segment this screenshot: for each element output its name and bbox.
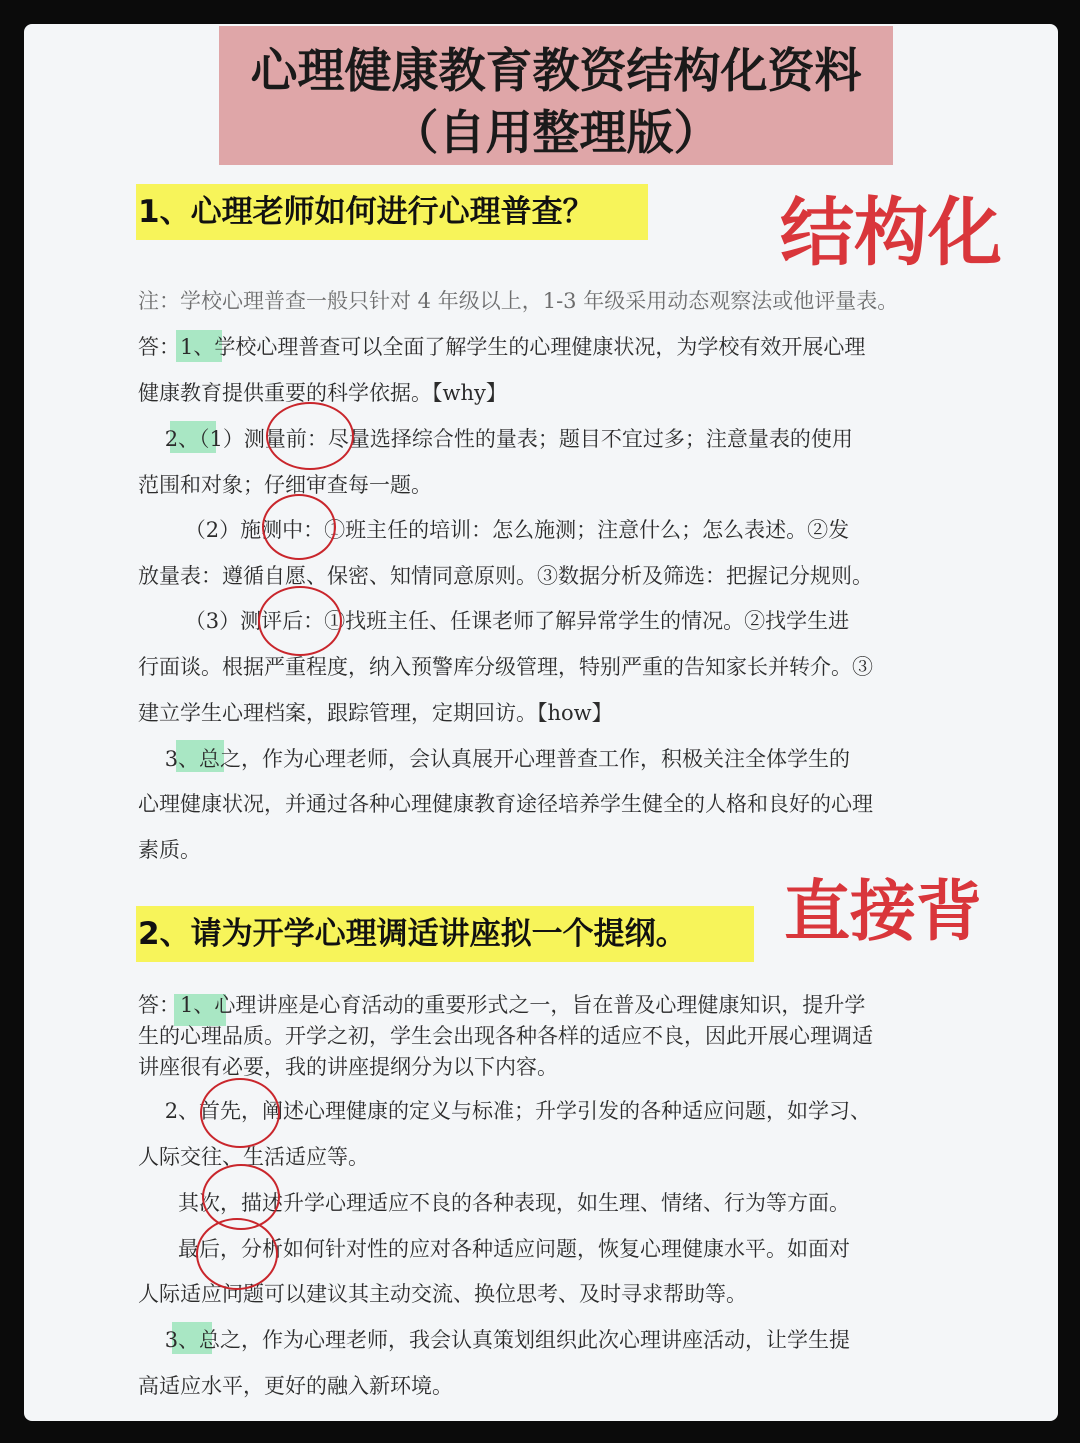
answer-1-line: 3、总之，作为心理老师，会认真展开心理普查工作，积极关注全体学生的 (138, 747, 851, 771)
stamp-structured: 结构化 (780, 190, 1002, 276)
answer-1-line: 答：1、学校心理普查可以全面了解学生的心理健康状况，为学校有效开展心理 (138, 335, 866, 359)
answer-1-line: （3）测评后：①找班主任、任课老师了解异常学生的情况。②找学生进 (138, 609, 850, 633)
answer-1-line: 行面谈。根据严重程度，纳入预警库分级管理，特别严重的告知家长并转介。③ (138, 655, 873, 679)
answer-2-line: 讲座很有必要，我的讲座提纲分为以下内容。 (138, 1055, 558, 1079)
document-page (24, 24, 1058, 1421)
stamp-recite: 直接背 (784, 873, 982, 950)
answer-2-line: 2、首先，阐述心理健康的定义与标准；升学引发的各种适应问题，如学习、 (138, 1099, 872, 1123)
annotation-circle (196, 1218, 278, 1290)
answer-1-line: 素质。 (138, 838, 201, 862)
answer-1-line: （2）施测中：①班主任的培训：怎么施测；注意什么；怎么表述。②发 (138, 518, 850, 542)
answer-2-line: 生的心理品质。开学之初，学生会出现各种各样的适应不良，因此开展心理调适 (138, 1024, 873, 1048)
answer-1-line: 2、（1）测量前：尽量选择综合性的量表；题目不宜过多；注意量表的使用 (138, 427, 853, 451)
answer-2-line: 人际交往、生活适应等。 (138, 1145, 369, 1169)
title-line-2: （自用整理版） (391, 106, 721, 161)
answer-2-line: 最后，分析如何针对性的应对各种适应问题，恢复心理健康水平。如面对 (138, 1237, 851, 1261)
answer-2-line: 其次，描述升学心理适应不良的各种表现，如生理、情绪、行为等方面。 (138, 1191, 851, 1215)
title-banner (219, 26, 893, 165)
question-2-heading: 2、请为开学心理调适讲座拟一个提纲。 (136, 906, 754, 962)
answer-2-line: 答：1、心理讲座是心育活动的重要形式之一，旨在普及心理健康知识，提升学 (138, 993, 866, 1017)
answer-1-line: 放量表：遵循自愿、保密、知情同意原则。③数据分析及筛选：把握记分规则。 (138, 564, 873, 588)
answer-2-line: 人际适应问题可以建议其主动交流、换位思考、及时寻求帮助等。 (138, 1282, 747, 1306)
annotation-circle (200, 1078, 280, 1148)
question-1-note: 注：学校心理普查一般只针对 4 年级以上，1-3 年级采用动态观察法或他评量表。 (138, 289, 899, 313)
question-1-heading: 1、心理老师如何进行心理普查？ (136, 184, 648, 240)
answer-1-line: 范围和对象；仔细审查每一题。 (138, 473, 432, 497)
annotation-circle (258, 586, 342, 656)
title-line-1: 心理健康教育教资结构化资料 (250, 44, 862, 99)
answer-2-line: 高适应水平，更好的融入新环境。 (138, 1374, 453, 1398)
answer-1-line: 心理健康状况，并通过各种心理健康教育途径培养学生健全的人格和良好的心理 (138, 792, 873, 816)
answer-1-line: 健康教育提供重要的科学依据。【why】 (138, 381, 507, 405)
answer-1-line: 建立学生心理档案，跟踪管理，定期回访。【how】 (138, 701, 613, 725)
annotation-circle (262, 494, 336, 560)
annotation-circle (266, 402, 354, 470)
answer-2-line: 3、总之，作为心理老师，我会认真策划组织此次心理讲座活动，让学生提 (138, 1328, 851, 1352)
